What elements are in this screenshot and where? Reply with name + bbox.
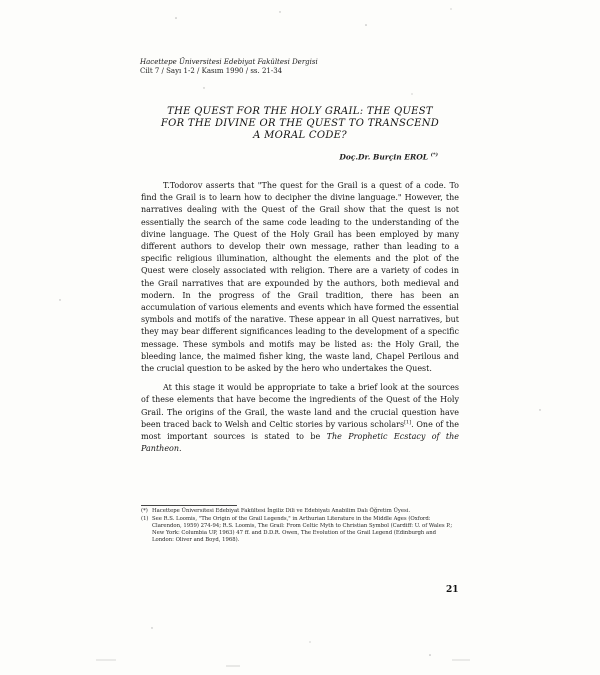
author-line bbox=[339, 152, 438, 162]
footnotes bbox=[141, 508, 459, 545]
article-title bbox=[150, 106, 450, 142]
volume-info: Cilt 7 / Sayı 1-2 / Kasım 1990 / ss. 21-34 bbox=[140, 67, 283, 75]
title-line-2: FOR THE DIVINE OR THE QUEST TO TRANSCEND bbox=[160, 118, 440, 129]
paragraph-2-text-b: . One of the most important sources is stated to be bbox=[141, 419, 459, 442]
paragraph-1: T.Todorov asserts that "The quest for the Grail is a quest of a code. To find the Grail is to learn how to decipher the divine language." However, the narratives dealing with the Quest of the Grail show that the quest is not essentially the search of the same code leading to the understanding of the divine language. The Quest of the Holy Grail has been employed by many different authors to develop their own message, rather than leading to a specific religious illumination, althought the elements and the plot of the Quest were closely associated with religion. There are a variety of codes in the Grail narratives that are expounded by the authors, both medieval and modern. In the progress of the Grail tradition, there has been an accumulation of various elements and events which have formed the essential symbols and motifs of the narative. These appear in all Quest narratives, but they may bear different significances leading to the development of a specific message. These symbols and motifs may be listed as: the Holy Grail, the bleeding lance, the maimed fisher king, the waste land, Chapel Perilous and the crucial question to be asked by the hero who undertakes the Quest. bbox=[141, 181, 459, 374]
title-line-1: THE QUEST FOR THE HOLY GRAIL: THE QUEST bbox=[167, 106, 433, 117]
footnote-divider bbox=[141, 505, 237, 506]
page-number: 21 bbox=[446, 585, 459, 595]
title-line-3: A MORAL CODE? bbox=[253, 130, 347, 141]
author-name: Doç.Dr. Burçin EROL bbox=[339, 152, 429, 162]
footnote-text: See R.S. Loomis, "The Origin of the Grail Legends," in Arthurian Literature in the Middle Ages (Oxford: Clarendon, 1959) 274-94; R.S. Loomis, The Grail: From Celtic Myth to Christian Symbol (Cardiff: U. of Wales P.; New York: Columbia UP, 1963) 47 ff. and D.D.R. Owen, The Evolution of the Grail Legend (Edinburgh and London: Oliver and Boyd, 1968). bbox=[152, 516, 453, 543]
footnote-text: Hacettepe Üniversitesi Edebiyat Fakültesi İngiliz Dili ve Edebiyatı Anabilim Dalı Öğretim Üyesi. bbox=[152, 508, 411, 514]
paragraph-2-text-a: At this stage it would be appropriate to take a brief look at the sources of these elements that have become the ingredients of the Quest of the Holy Grail. The origins of the Grail, the waste land and the crucial question have been traced back to Welsh and Celtic stories by various scholars bbox=[141, 383, 459, 429]
journal-header bbox=[140, 58, 500, 76]
paragraph-2 bbox=[141, 382, 459, 455]
journal-name: Hacettepe Üniversitesi Edebiyat Fakültesi Dergisi bbox=[140, 58, 318, 66]
article-body bbox=[141, 180, 459, 455]
footnote-item bbox=[141, 508, 459, 515]
paragraph-2-cited-title: The Prophetic Ecstacy of the Pantheon. bbox=[141, 432, 459, 454]
citation-ref-1: [1] bbox=[404, 419, 412, 426]
footnote-item bbox=[141, 516, 459, 544]
footnote-mark: (1) bbox=[141, 516, 149, 522]
footnote-mark: (*) bbox=[141, 508, 148, 514]
author-footnote-mark: (*) bbox=[430, 152, 438, 158]
